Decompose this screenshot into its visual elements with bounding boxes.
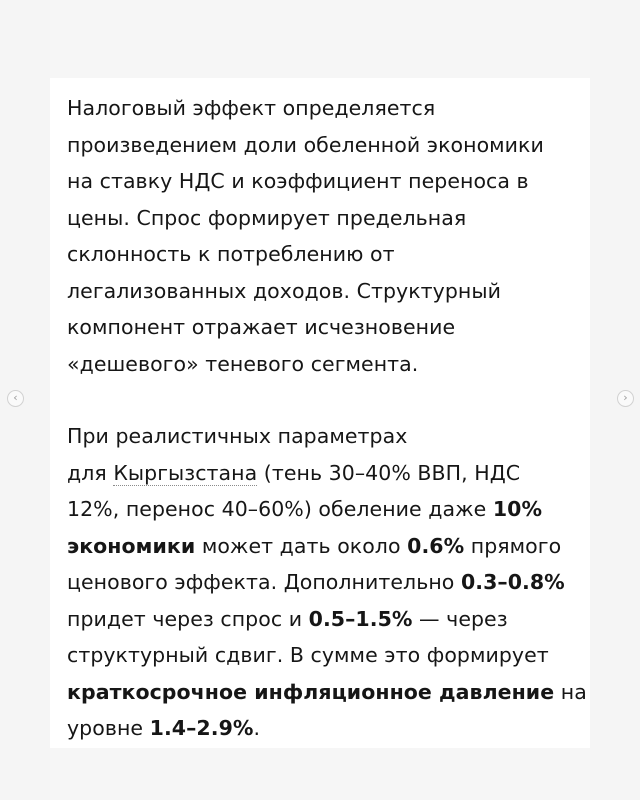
text-line: компонент отражает исчезновение [67, 315, 456, 339]
text-line [67, 601, 582, 638]
text-line: структурный сдвиг. В сумме это формирует [67, 643, 549, 667]
text-line [67, 710, 582, 747]
text-line: При реалистичных параметрах [67, 424, 408, 448]
kyrgyzstan-link[interactable]: Кыргызстана [113, 460, 258, 485]
post-slide [50, 78, 590, 748]
text-run: может дать около [195, 533, 408, 558]
top-band [50, 0, 590, 78]
next-slide-button[interactable] [617, 390, 634, 407]
text-run: уровне [67, 716, 150, 740]
text-line [67, 528, 582, 565]
bold-text: 0.6% [407, 533, 465, 558]
bold-text: 10% [492, 497, 543, 521]
text-run: — через [412, 606, 508, 631]
bold-text: 1.4–2.9% [149, 716, 254, 740]
text-line [67, 455, 582, 492]
bold-text: краткосрочное инфляционное давление [67, 679, 555, 704]
text-line: цены. Спрос формирует предельная [67, 205, 467, 230]
text-line: произведением доли обеленной экономики [67, 132, 544, 157]
text-run: ценового эффекта. Дополнительно [67, 570, 461, 594]
chevron-left-icon: ‹ [13, 391, 18, 404]
previous-slide-button[interactable] [7, 390, 24, 407]
post-text [67, 90, 587, 747]
bold-text: 0.5–1.5% [308, 606, 413, 631]
text-run: . [253, 716, 261, 740]
bottom-band [50, 748, 590, 800]
paragraph-1 [67, 90, 582, 382]
text-run: на [554, 679, 587, 704]
text-line: склонность к потреблению от [67, 242, 395, 266]
text-line: на ставку НДС и коэффициент переноса в [67, 169, 529, 193]
chevron-right-icon: › [623, 391, 628, 404]
bold-text: экономики [67, 533, 196, 558]
text-run: для [67, 460, 114, 485]
text-run: (тень 30–40% ВВП, НДС [257, 460, 521, 485]
text-line [67, 491, 582, 528]
text-line [67, 564, 582, 601]
text-line [67, 674, 587, 711]
text-run: прямого [464, 533, 562, 558]
text-line: «дешевого» теневого сегмента. [67, 351, 419, 376]
paragraph-2 [67, 418, 587, 747]
text-line: легализованных доходов. Структурный [67, 278, 501, 303]
text-run: 12%, перенос 40–60%) обеление даже [67, 497, 493, 521]
text-run: придет через спрос и [67, 606, 309, 631]
text-line: Налоговый эффект определяется [67, 96, 436, 120]
bold-text: 0.3–0.8% [460, 570, 565, 594]
